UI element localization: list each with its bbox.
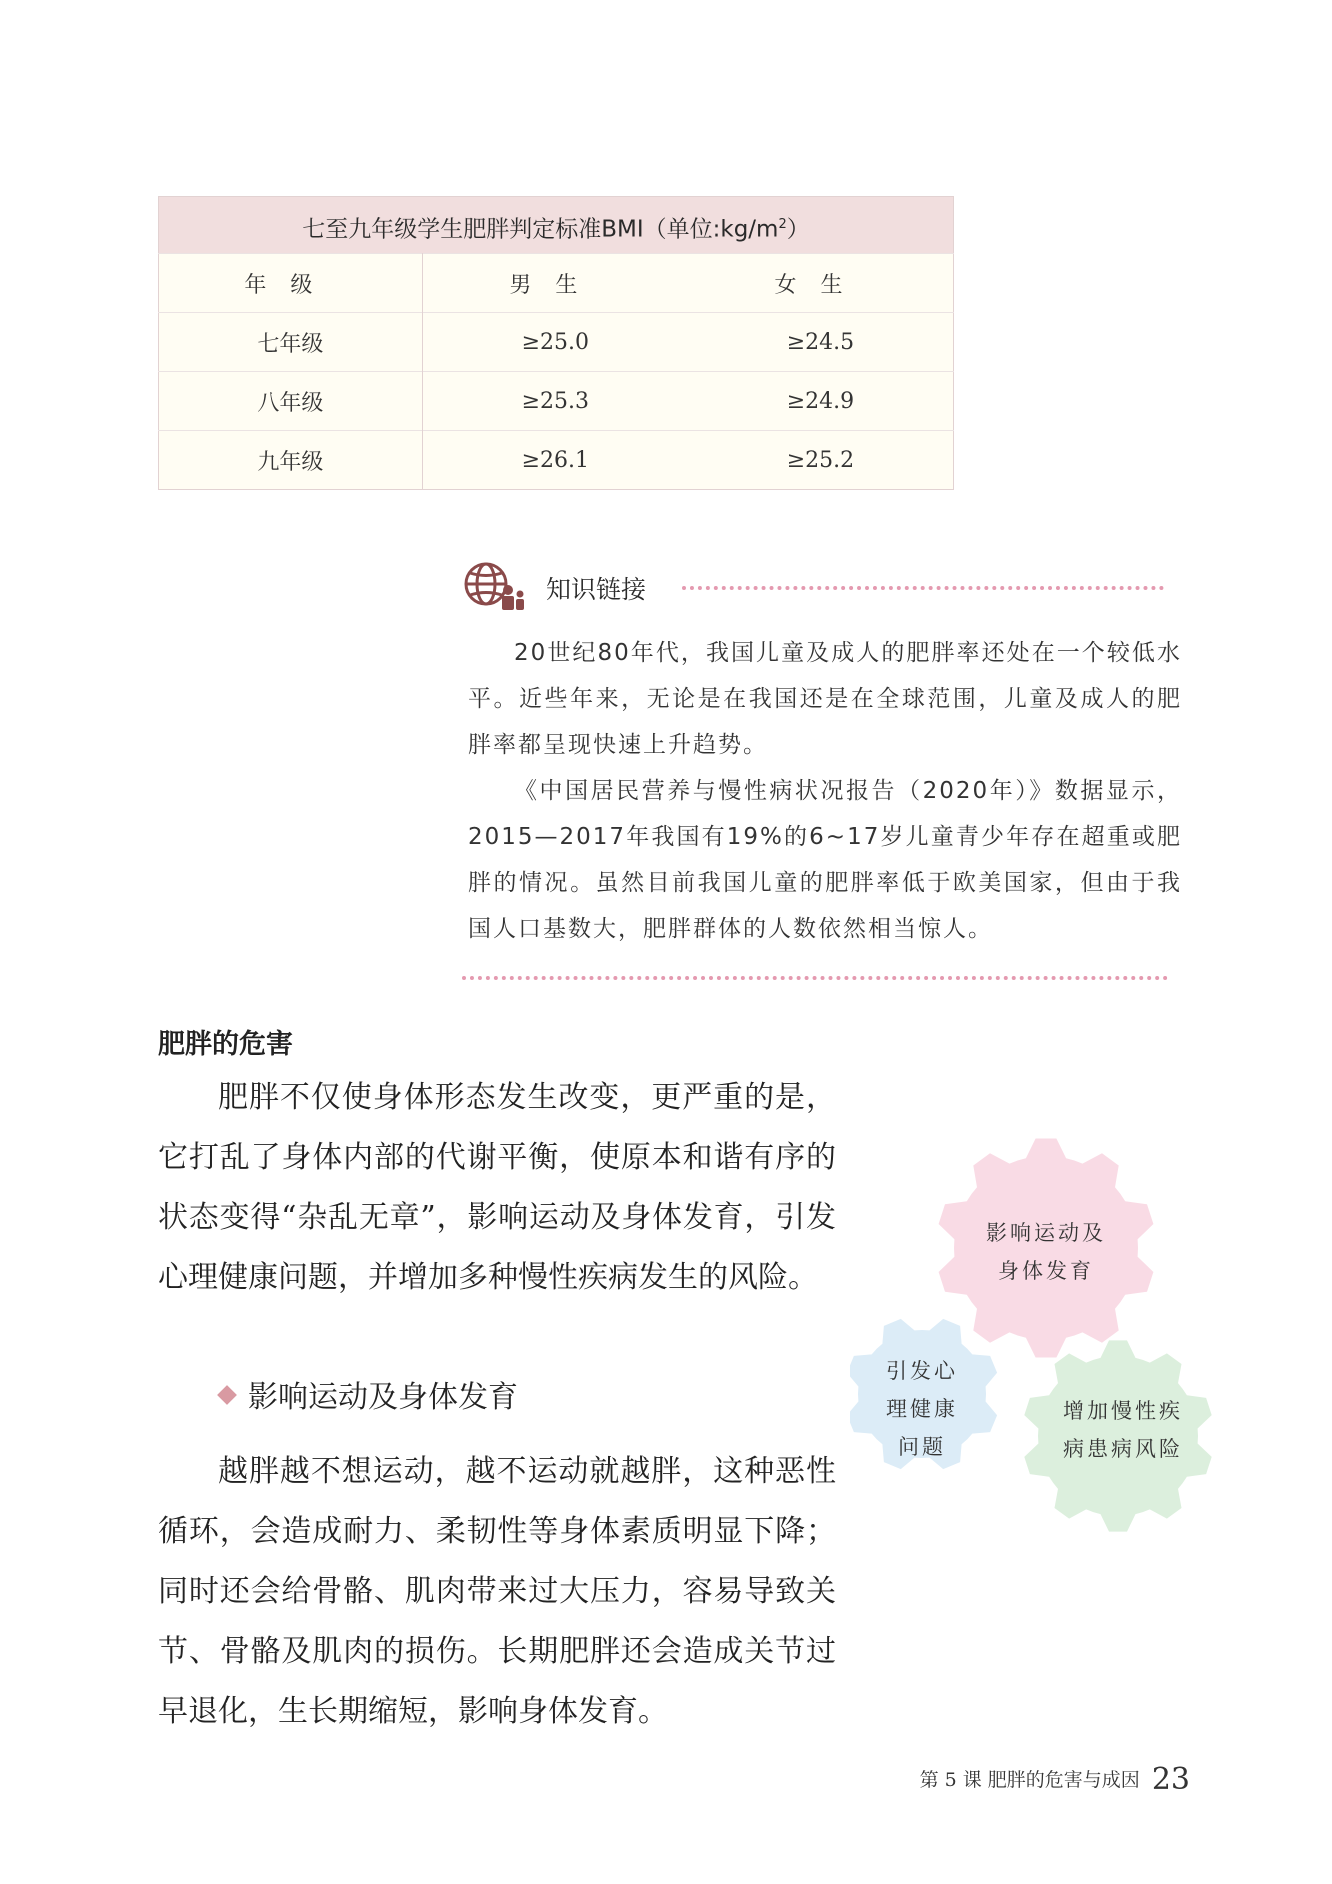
table-title: 七至九年级学生肥胖判定标准BMI（单位$:kg/m^2$） — [158, 196, 954, 253]
grade-cell: 九年级 — [159, 431, 423, 490]
lesson-title: 第 5 课 肥胖的危害与成因 — [919, 1769, 1140, 1791]
girls-cell: ≥24.5 — [688, 313, 954, 372]
header-boys: 男生 — [422, 254, 688, 313]
knowledge-paragraph: 《中国居民营养与慢性病状况报告（2020年）》数据显示，2015—2017年我国有19%的6~17岁儿童青少年存在超重或肥胖的情况。虽然目前我国儿童的肥胖率低于欧美国家，但由于我国人口基数大，肥胖群体的人数依然相当惊人。 — [468, 778, 1182, 942]
page-footer — [880, 1762, 1190, 1797]
bmi-table — [158, 196, 954, 490]
page-number: 23 — [1151, 1762, 1190, 1797]
dotted-divider-bottom — [462, 976, 1168, 980]
gears-diagram — [850, 1130, 1230, 1550]
header-grade: 年级 — [159, 254, 423, 313]
knowledge-paragraph: 20世纪80年代，我国儿童及成人的肥胖率还处在一个较低水平。近些年来，无论是在我国还是在全球范围，儿童及成人的肥胖率都呈现快速上升趋势。 — [468, 640, 1182, 758]
diamond-bullet-icon — [217, 1385, 237, 1405]
knowledge-link-header — [462, 560, 1162, 612]
main-paragraph-1: 肥胖不仅使身体形态发生改变，更严重的是，它打乱了身体内部的代谢平衡，使原本和谐有序的状态变得“杂乱无章”，影响运动及身体发育，引发心理健康问题，并增加多种慢性疾病发生的风险。 — [158, 1080, 836, 1295]
subheading: 影响运动及身体发育 — [220, 1372, 518, 1416]
boys-cell: ≥26.1 — [422, 431, 688, 490]
gear-label-pink: 影响运动及 身体发育 — [986, 1221, 1106, 1283]
grade-cell: 七年级 — [159, 313, 423, 372]
girls-cell: ≥24.9 — [688, 372, 954, 431]
table-row — [159, 431, 954, 490]
boys-cell: ≥25.0 — [422, 313, 688, 372]
girls-cell: ≥25.2 — [688, 431, 954, 490]
gear-label-blue: 引发心 理健康 问题 — [886, 1359, 958, 1459]
table-row — [159, 313, 954, 372]
grade-cell: 八年级 — [159, 372, 423, 431]
dotted-divider — [682, 586, 1164, 590]
table-row — [159, 372, 954, 431]
knowledge-link-body — [468, 630, 1182, 952]
section-heading: 肥胖的危害 — [158, 1029, 293, 1060]
table-header-row — [159, 254, 954, 313]
globe-people-icon — [462, 560, 526, 612]
boys-cell: ≥25.3 — [422, 372, 688, 431]
knowledge-link-title: 知识链接 — [546, 575, 647, 604]
header-girls: 女生 — [688, 254, 954, 313]
gear-label-green: 增加慢性疾 病患病风险 — [1063, 1399, 1183, 1461]
main-paragraph-2: 越胖越不想运动，越不运动就越胖，这种恶性循环，会造成耐力、柔韧性等身体素质明显下降；同时还会给骨骼、肌肉带来过大压力，容易导致关节、骨骼及肌肉的损伤。长期肥胖还会造成关节过早退化，生长期缩短，影响身体发育。 — [158, 1454, 836, 1729]
gears-svg — [850, 1130, 1230, 1550]
